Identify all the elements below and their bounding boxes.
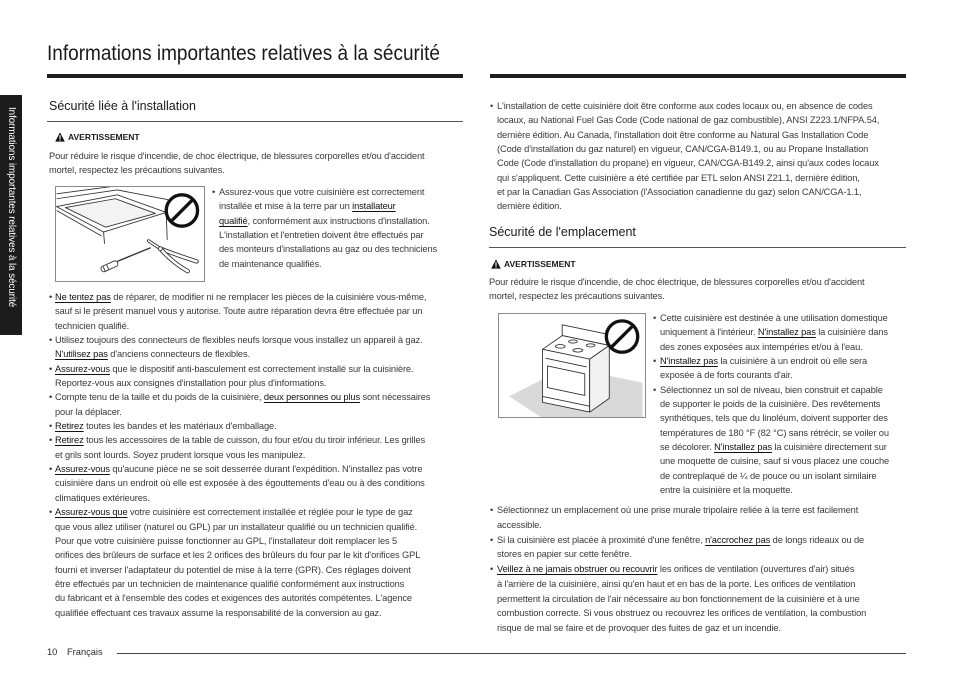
text-line: accessible. [497, 519, 542, 530]
text-line: de contreplaqué de ¼ de pouce ou un isolant similaire [660, 470, 877, 481]
text-line: températures de 180 °F (82 °C) sans rétrécir, se voiler ou [660, 427, 889, 438]
text-line: qualifiée effectuant ces travaux assume la responsabilité de la conversion au gaz. [55, 607, 382, 618]
emphasis-text: qualifié [219, 215, 248, 226]
text-line: fourni et inverser l'adaptateur du potentiel de mise à la terre (GPR). Ces réglages doivent [55, 564, 411, 575]
bullet-item [490, 99, 879, 214]
warning-label: AVERTISSEMENT [68, 132, 140, 142]
page-language: Français [67, 647, 103, 657]
page-number: 10 [47, 647, 58, 657]
bullet-item [490, 533, 866, 563]
text-run: tous les accessoires de la table de cuisson, du four et/ou du tiroir inférieur. Les grilles [83, 435, 426, 446]
screwdriver-illustration [100, 248, 150, 273]
text-line: • L'installation de cette cuisinière doit être conforme aux codes locaux ou, en absence de codes [497, 101, 873, 111]
bullet-item [49, 290, 430, 333]
text-line: exposée à de forts courants d'air. [660, 370, 793, 381]
text-run: d'anciens connecteurs de flexibles. [107, 349, 250, 360]
emphasis-text: Retirez [55, 421, 84, 432]
text-line: Reportez-vous aux consignes d'installation pour plus d'informations. [55, 378, 327, 389]
text-run: Si la cuisinière est placée à proximité d'une fenêtre, [497, 534, 706, 545]
text-line: que vous allez utiliser (naturel ou GPL) par un installateur qualifié ou un technicien qualifié. [55, 521, 418, 532]
emphasis-text: N'installez pas [714, 442, 772, 453]
emphasis-text: deux personnes ou plus [263, 392, 361, 403]
range-illustration [543, 325, 610, 412]
emphasis-text: n'accrochez pas [705, 534, 771, 545]
text-line: de maintenance qualifiés. [219, 258, 322, 269]
text-run: sont nécessaires [360, 392, 431, 403]
bullet-item [49, 505, 430, 620]
page-title: Informations importantes relatives à la sécurité [47, 42, 440, 65]
bullet-item [49, 419, 430, 433]
emphasis-text: installateur [352, 201, 396, 212]
location-figure [498, 313, 646, 418]
text-line: et grils sont lourds. Soyez prudent lorsque vous les manipulez. [55, 449, 306, 460]
text-line [660, 440, 889, 454]
text-line: cuisinière dans un endroit où elle est exposée à des égouttements d'eau ou à des conditions [55, 478, 425, 489]
text-line: dernière édition. [497, 201, 562, 212]
text-line: climatiques extérieures. [55, 492, 150, 503]
warning-label: AVERTISSEMENT [504, 259, 576, 269]
section-heading-installation: Sécurité liée à l'installation [49, 99, 196, 113]
text-line: et par la Canadian Gas Association (l'Association canadienne du gaz) selon CAN/CGA-1.1, [497, 187, 862, 198]
bullet-item [653, 354, 889, 383]
bullet-item [49, 433, 430, 462]
section-heading-location: Sécurité de l'emplacement [489, 225, 636, 239]
location-bullet-list [490, 503, 866, 636]
emphasis-text: N'installez pas [660, 356, 718, 367]
bullet-item [49, 333, 430, 362]
warning-triangle-icon [55, 132, 65, 142]
text-line: être effectués par un technicien de maintenance qualifié conformément aux instructions [55, 578, 405, 589]
text-run: de longs rideaux ou de [770, 534, 865, 545]
installation-illustration [56, 187, 204, 281]
text-line: qui s'appliquent. Cette cuisinière a été certifiée par ETL selon ANSI Z21.1, dernière édition, [497, 172, 860, 183]
side-tab-label: Informations importantes relatives à la sécurité [6, 107, 17, 308]
text-line: Pour réduire le risque d'incendie, de choc électrique, de blessures corporelles et/ou d'accident [489, 277, 865, 287]
text-line: risque de mal se faire et de provoquer des fuites de gaz et un incendie. [497, 623, 781, 633]
text-run: installée et mise à la terre par un [219, 201, 353, 212]
text-line: mortel, respectez les précautions suivantes. [489, 291, 665, 302]
text-run: Compte tenu de la taille et du poids de la cuisinière, [55, 392, 264, 403]
text-line: (Code d'installation du gaz naturel) en vigueur, CAN/CGA-B149.1, ou au Propane Installation [497, 144, 869, 155]
text-line: de supporter le poids de la cuisinière. Des revêtements [660, 399, 881, 410]
emphasis-text: Ne tentez pas [55, 292, 111, 302]
prohibition-icon [166, 195, 197, 226]
bullet-item [212, 185, 437, 271]
text-line: une moquette de cuisine, sauf si vous placez une couche [660, 456, 890, 467]
warning-text [49, 149, 425, 178]
text-line [55, 433, 430, 447]
text-run: se décolorer. [660, 442, 715, 453]
text-line: dernière édition. Au Canada, l'installation doit être conforme au Natural Gas Installation Code [497, 129, 869, 140]
text-line [55, 347, 430, 361]
text-line [660, 354, 889, 368]
text-line: pour la déplacer. [55, 406, 122, 417]
installation-figure [55, 186, 205, 282]
footer-rule [117, 653, 906, 654]
text-run: de réparer, de modifier ni ne remplacer les pièces de la cuisinière vous-même, [110, 292, 427, 302]
text-line: permettent la circulation de l'air nécessaire au bon fonctionnement de la cuisinière et à une [497, 593, 860, 604]
text-run: votre cuisinière est correctement installée et réglée pour le type de gaz [127, 507, 413, 518]
bullet-item [490, 503, 866, 533]
bullet-item [490, 562, 866, 636]
location-illustration [499, 314, 645, 417]
text-run: les orifices de ventilation (ouvertures d'air) situés [657, 564, 855, 574]
prohibition-icon [606, 321, 637, 352]
text-line [219, 214, 437, 228]
warning-header [491, 259, 576, 269]
text-line [55, 362, 430, 376]
text-line: technicien qualifié. [55, 320, 130, 331]
emphasis-text: Veillez à ne jamais obstruer ou recouvrir [497, 564, 658, 574]
text-line [55, 419, 430, 433]
text-line: • Sélectionnez un emplacement où une prise murale tripolaire reliée à la terre est facilement [497, 505, 859, 515]
text-line: • Utilisez toujours des connecteurs de flexibles neufs lorsque vous installez un appareil à gaz. [55, 335, 423, 346]
text-line: des zones exposées aux intempéries et/ou à l'eau. [660, 341, 863, 352]
pliers-illustration [149, 241, 197, 271]
text-line: synthétiques, tels que du linoléum, doivent supporter des [660, 413, 888, 424]
text-line: locaux, au National Fuel Gas Code (Code national de gaz combustible), ANSI Z223.1/NFPA.54, [497, 115, 880, 126]
text-line: Pour réduire le risque d'incendie, de choc électrique, de blessures corporelles et/ou d'accident [49, 151, 425, 161]
text-line: mortel, respectez les précautions suivantes. [49, 165, 225, 176]
text-line: stores en papier sur cette fenêtre. [497, 549, 632, 560]
text-line: Pour que votre cuisinière puisse fonctionner au GPL, l'installateur doit remplacer les 5 [55, 535, 398, 546]
text-line [219, 199, 437, 213]
section-rule [47, 121, 463, 122]
text-line: Code (Code d'installation du propane) en vigueur, CAN/CGA-B149.2, ainsi qu'aux codes locaux [497, 158, 879, 169]
text-run: la cuisinière à un endroit où elle sera [717, 356, 868, 367]
emphasis-text: Assurez-vous [55, 363, 110, 374]
text-line: des monteurs d'installations au gaz ou des techniciens [219, 244, 438, 255]
warning-triangle-icon [491, 259, 501, 269]
bullet-item [49, 462, 430, 505]
text-line [55, 290, 430, 304]
location-figure-bullet-list [653, 311, 889, 497]
text-line [497, 533, 866, 548]
text-line: • Sélectionnez un sol de niveau, bien construit et capable [660, 384, 883, 395]
text-line: entre la cuisinière et la moquette. [660, 485, 793, 496]
warning-header [55, 132, 140, 142]
emphasis-text: Assurez-vous [55, 464, 110, 475]
text-line: du fabricant et à l'ensemble des codes et exigences des autorités compétentes. L'agence [55, 593, 412, 604]
text-line: combustion correcte. Si vous obstruez ou recouvrez les orifices de ventilation, la combustion [497, 608, 867, 619]
codes-bullet-list [490, 99, 879, 214]
text-line: • Assurez-vous que votre cuisinière est correctement [219, 187, 425, 197]
side-chapter-tab [0, 95, 22, 335]
emphasis-text: N'installez pas [757, 327, 816, 338]
text-line [660, 325, 889, 339]
text-line [55, 505, 430, 519]
text-line: sauf si le présent manuel vous y autorise. Toute autre réparation devra être effectuée par un [55, 306, 423, 317]
text-run: la cuisinière directement sur [772, 442, 887, 453]
text-run: que le dispositif anti-basculement est correctement installé sur la cuisinière. [109, 363, 414, 374]
title-rule-right [490, 74, 906, 78]
bullet-item [653, 311, 889, 354]
text-run: toutes les bandes et les matériaux d'emballage. [83, 421, 277, 432]
figure-bullet-list [212, 185, 437, 271]
text-line: à l'arrière de la cuisinière, ainsi qu'en haut et en bas de la porte. Les orifices de ventilation [497, 578, 856, 589]
text-run: la cuisinière dans [815, 327, 888, 338]
text-line: L'installation et l'entretien doivent être effectués par [219, 230, 424, 241]
emphasis-text: Assurez-vous que [55, 507, 128, 518]
section-rule [489, 247, 906, 248]
text-line: • Cette cuisinière est destinée à une utilisation domestique [660, 313, 888, 323]
text-line [55, 462, 430, 476]
emphasis-text: Retirez [55, 435, 84, 446]
warning-text [489, 275, 865, 304]
bullet-item [49, 362, 430, 391]
bullet-item [653, 383, 889, 498]
text-run: uniquement à l'intérieur. [660, 327, 758, 338]
bullet-item [49, 390, 430, 419]
text-line: orifices des brûleurs de surface et les 2 orifices des brûleurs du four par le kit d'orifices GPL [55, 550, 421, 561]
text-run: , conformément aux instructions d'installation. [247, 215, 430, 226]
text-line [497, 562, 866, 577]
title-rule-left [47, 74, 463, 78]
installation-bullet-list [49, 290, 430, 620]
emphasis-text: N'utilisez pas [55, 349, 108, 360]
text-line [55, 390, 430, 404]
range-open-door-illustration [57, 187, 169, 244]
text-run: qu'aucune pièce ne se soit desserrée durant l'expédition. N'installez pas votre [109, 464, 423, 475]
